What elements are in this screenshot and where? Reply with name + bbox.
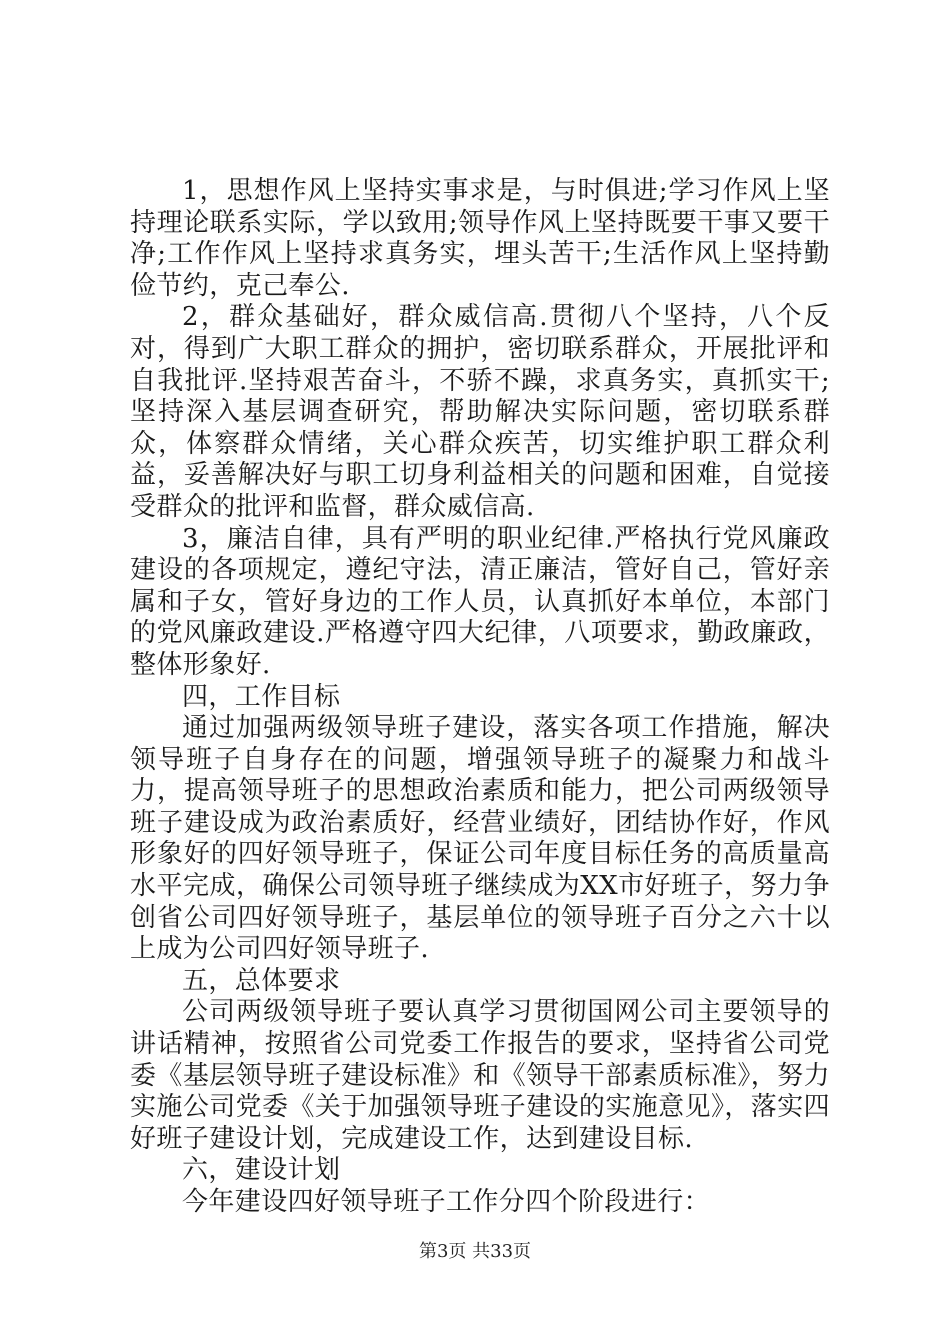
paragraph-integrity: 3，廉洁自律，具有严明的职业纪律.严格执行党风廉政建设的各项规定，遵纪守法，清正廉洁，管好自己，管好亲属和子女，管好身边的工作人员，认真抓好本单位，本部门的党风廉政建设.严格遵守四大纪律，八项要求，勤政廉政，整体形象好. [130, 523, 830, 680]
section-heading-plan: 六，建设计划 [182, 1155, 341, 1186]
paragraph-work-style: 1，思想作风上坚持实事求是，与时俱进;学习作风上坚持理论联系实际，学以致用;领导作风上坚持既要干事又要干净;工作作风上坚持求真务实，埋头苦干;生活作风上坚持勤俭节约，克己奉公. [130, 176, 830, 301]
paragraph-requirements: 公司两级领导班子要认真学习贯彻国网公司主要领导的讲话精神，按照省公司党委工作报告的要求，坚持省公司党委《基层领导班子建设标准》和《领导干部素质标准》，努力实施公司党委《关于加强领导班子建设的实施意见》，落实四好班子建设计划，完成建设工作，达到建设目标. [130, 997, 830, 1154]
paragraph-goals: 通过加强两级领导班子建设，落实各项工作措施，解决领导班子自身存在的问题，增强领导班子的凝聚力和战斗力，提高领导班子的思想政治素质和能力，把公司两级领导班子建设成为政治素质好，经营业绩好，团结协作好，作风形象好的四好领导班子，保证公司年度目标任务的高质量高水平完成，确保公司领导班子继续成为XX市好班子，努力争创省公司四好领导班子，基层单位的领导班子百分之六十以上成为公司四好领导班子. [130, 713, 830, 965]
section-heading-requirements: 五，总体要求 [182, 965, 341, 996]
page-number-footer: 第3页 共33页 [418, 1241, 532, 1262]
section-heading-goals: 四，工作目标 [182, 681, 341, 712]
document-body [130, 176, 830, 1219]
paragraph-mass-foundation: 2，群众基础好，群众威信高.贯彻八个坚持，八个反对，得到广大职工群众的拥护，密切联系群众，开展批评和自我批评.坚持艰苦奋斗，不骄不躁，求真务实，真抓实干;坚持深入基层调查研究，帮助解决实际问题，密切联系群众，体察群众情绪，关心群众疾苦，切实维护职工群众利益，妥善解决好与职工切身利益相关的问题和困难，自觉接受群众的批评和监督，群众威信高. [130, 302, 830, 522]
paragraph-plan: 今年建设四好领导班子工作分四个阶段进行： [182, 1187, 711, 1217]
